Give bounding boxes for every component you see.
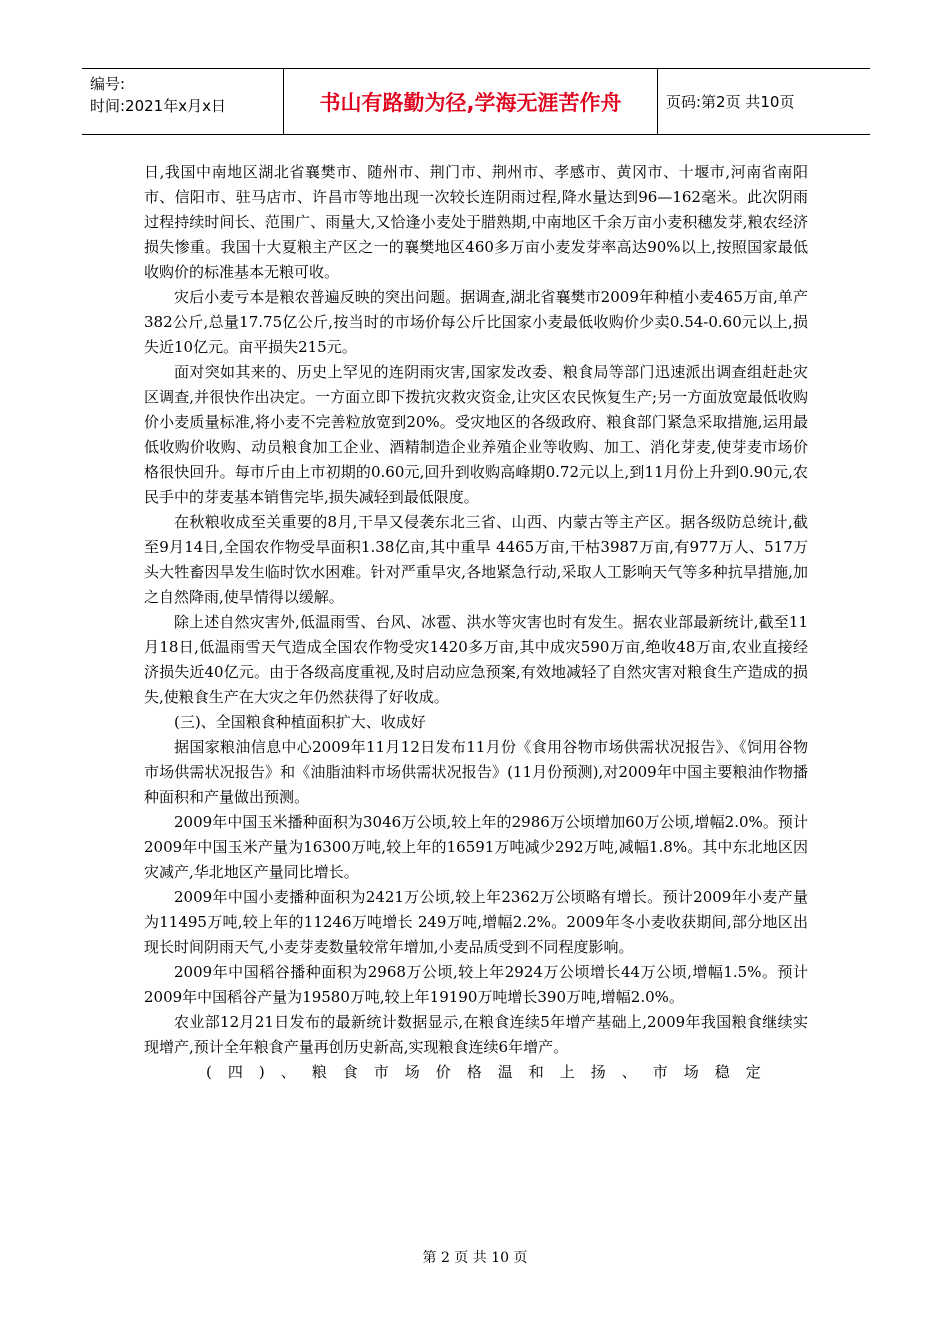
number-label: 编号:: [90, 75, 126, 93]
paragraph: 据国家粮油信息中心2009年11月12日发布11月份《食用谷物市场供需状况报告》、《饲用谷物市场供需状况报告》和《油脂油料市场供需状况报告》(11月份预测),对2009年中国主要粮油作物播种面积和产量做出预测。: [144, 738, 808, 806]
time-label: 时间:2021年x月x日: [90, 97, 226, 115]
header-page-label: 页码:第2页 共10页: [666, 93, 795, 111]
paragraph: 面对突如其来的、历史上罕见的连阴雨灾害,国家发改委、粮食局等部门迅速派出调查组赶赴灾区调查,并很快作出决定。一方面立即下拨抗灾救灾资金,让灾区农民恢复生产;另一方面放宽最低收购价小麦质量标准,将小麦不完善粒放宽到20%。受灾地区的各级政府、粮食部门紧急采取措施,运用最低收购价收购、动员粮食加工企业、酒精制造企业养殖企业等收购、加工、消化芽麦,使芽麦市场价格很快回升。每市斤由上市初期的0.60元,回升到收购高峰期0.72元以上,到11月份上升到0.90元,农民手中的芽麦基本销售完毕,损失减轻到最低限度。: [144, 363, 808, 506]
paragraph: 2009年中国小麦播种面积为2421万公顷,较上年2362万公顷略有增长。预计2009年小麦产量为11495万吨,较上年的11246万吨增长 249万吨,增幅2.2%。2009年冬小麦收获期间,部分地区出现长时间阴雨天气,小麦芽麦数量较常年增加,小麦品质受到不同程度影响。: [144, 888, 808, 956]
section-heading: (四)、粮食市场价格温和上扬、市场稳定: [206, 1063, 777, 1081]
paragraph: 日,我国中南地区湖北省襄樊市、随州市、荆门市、荆州市、孝感市、黄冈市、十堰市,河南省南阳市、信阳市、驻马店市、许昌市等地出现一次较长连阴雨过程,降水量达到96—162毫米。此次阴雨过程持续时间长、范围广、雨量大,又恰逢小麦处于腊熟期,中南地区千余万亩小麦积穗发芽,粮农经济损失惨重。我国十大夏粮主产区之一的襄樊地区460多万亩小麦发芽率高达90%以上,按照国家最低收购价的标准基本无粮可收。: [144, 163, 808, 281]
paragraph: 除上述自然灾害外,低温雨雪、台风、冰雹、洪水等灾害也时有发生。据农业部最新统计,截至11月18日,低温雨雪天气造成全国农作物受灾1420多万亩,其中成灾590万亩,绝收48万亩,农业直接经济损失近40亿元。由于各级高度重视,及时启动应急预案,有效地减轻了自然灾害对粮食生产造成的损失,使粮食生产在大灾之年仍然获得了好收成。: [144, 613, 808, 706]
page-header: [82, 68, 870, 135]
paragraph: 2009年中国稻谷播种面积为2968万公顷,较上年2924万公顷增长44万公顷,增幅1.5%。预计2009年中国稻谷产量为19580万吨,较上年19190万吨增长390万吨,增幅2.0%。: [144, 963, 808, 1006]
paragraph: 灾后小麦亏本是粮农普遍反映的突出问题。据调查,湖北省襄樊市2009年种植小麦465万亩,单产382公斤,总量17.75亿公斤,按当时的市场价每公斤比国家小麦最低收购价少卖0.54-0.60元以上,损失近10亿元。亩平损失215元。: [144, 288, 808, 356]
header-meta: [82, 69, 284, 134]
document-body: [144, 160, 808, 1085]
paragraph: 2009年中国玉米播种面积为3046万公顷,较上年的2986万公顷增加60万公顷,增幅2.0%。预计2009年中国玉米产量为16300万吨,较上年的16591万吨减少292万吨,减幅1.8%。其中东北地区因灾减产,华北地区产量同比增长。: [144, 813, 808, 881]
header-motto: 书山有路勤为径,学海无涯苦作舟: [284, 69, 658, 134]
page-footer: 第 2 页 共 10 页: [422, 1250, 528, 1266]
paragraph: 农业部12月21日发布的最新统计数据显示,在粮食连续5年增产基础上,2009年我国粮食继续实现增产,预计全年粮食产量再创历史新高,实现粮食连续6年增产。: [144, 1013, 808, 1056]
section-heading: (三)、全国粮食种植面积扩大、收成好: [174, 713, 426, 731]
paragraph: 在秋粮收成至关重要的8月,干旱又侵袭东北三省、山西、内蒙古等主产区。据各级防总统计,截至9月14日,全国农作物受旱面积1.38亿亩,其中重旱 4465万亩,干枯3987万亩,有977万人、517万头大牲畜因旱发生临时饮水困难。针对严重旱灾,各地紧急行动,采取人工影响天气等多种抗旱措施,加之自然降雨,使旱情得以缓解。: [144, 513, 808, 606]
